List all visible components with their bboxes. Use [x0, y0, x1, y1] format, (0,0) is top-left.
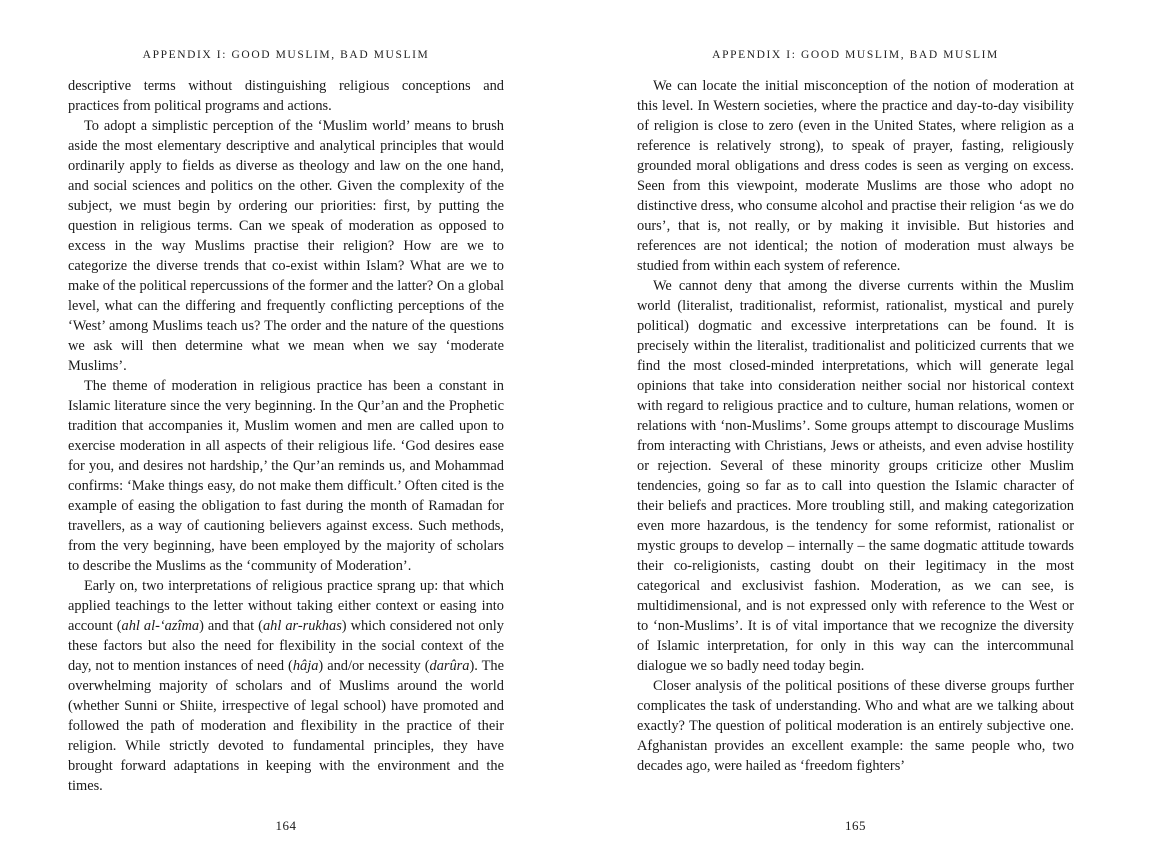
- text-run: ) and/or necessity (: [318, 658, 430, 674]
- text-run: ) and that (: [199, 618, 263, 634]
- arabic-term: hâja: [292, 658, 319, 674]
- body-text: [637, 76, 1074, 776]
- arabic-term: ahl ar-rukhas: [262, 618, 342, 634]
- text-run: Early on, two interpretations of religious practice sprang up: that which applied teachings to the letter without taking either context or easing into account (: [68, 578, 504, 634]
- left-page: [68, 0, 504, 851]
- right-page: [637, 0, 1074, 851]
- paragraph: Closer analysis of the political positions of these diverse groups further complicates the task of understanding. Who and what are we talking about exactly? The question of political moderation is an entirely subjective one. Afghanistan provides an excellent example: the same people who, two decades ago, were hailed as ‘freedom fighters’: [637, 678, 1074, 774]
- paragraph: We can locate the initial misconception of the notion of moderation at this level. In Western societies, where the practice and day-to-day visibility of religion is close to zero (even in the United States, where religion as a reference is relatively strong), to speak of prayer, fasting, religiously grounded moral obligations and dress codes is seen as verging on excess. Seen from this viewpoint, moderate Muslims are those who adopt no distinctive dress, who consume alcohol and practise their religion ‘as we do ours’, that is, not really, or by making it invisible. But histories and references are not identical; the notion of moderation must always be studied from within each system of reference.: [637, 78, 1074, 274]
- paragraph: descriptive terms without distinguishing religious conceptions and practices from political programs and actions.: [68, 78, 504, 114]
- text-run: ). The overwhelming majority of scholars and of Muslims around the world (whether Sunni or Shiite, irrespective of legal school) have promoted and followed the path of moderation and flexibility in the practice of their religion. While strictly devoted to fundamental principles, they have brought forward adaptations in keeping with the environment and the times.: [68, 658, 504, 794]
- body-text: [68, 76, 504, 796]
- paragraph: To adopt a simplistic perception of the ‘Muslim world’ means to brush aside the most elementary descriptive and analytical principles that would ordinarily apply to fields as diverse as theology and law on the one hand, and social sciences and politics on the other. Given the complexity of the subject, we must begin by ordering our priorities: first, by putting the question in religious terms. Can we speak of moderation as opposed to excess in the way Muslims practise their religion? How are we to categorize the diverse trends that co-exist within Islam? What are we to make of the political repercussions of the former and the latter? On a global level, what can the differing and frequently conflicting perceptions of the ‘West’ among Muslims teach us? The order and the nature of the questions we ask will then determine what we mean when we say ‘moderate Muslims’.: [68, 118, 504, 374]
- running-head: APPENDIX I: GOOD MUSLIM, BAD MUSLIM: [712, 49, 999, 61]
- paragraph: [68, 576, 504, 796]
- running-head: APPENDIX I: GOOD MUSLIM, BAD MUSLIM: [142, 49, 430, 61]
- arabic-term: ahl al-‘azîma: [121, 618, 200, 634]
- page-number: 165: [845, 818, 866, 833]
- paragraph: The theme of moderation in religious practice has been a constant in Islamic literature since the very beginning. In the Qur’an and the Prophetic tradition that accompanies it, Muslim women and men are called upon to exercise moderation in all aspects of their religious life. ‘God desires ease for you, and desires not hardship,’ the Qur’an reminds us, and Mohammad confirms: ‘Make things easy, do not make them difficult.’ Often cited is the example of easing the obligation to fast during the month of Ramadan for travellers, as a way of cautioning believers against excess. Such methods, from the very beginning, have been employed by the majority of scholars to describe the Muslims as the ‘community of Moderation’.: [68, 378, 504, 574]
- page-number: 164: [275, 818, 297, 833]
- arabic-term: darûra: [429, 658, 470, 674]
- text-run: ) which considered not only these factors but also the need for flexibility in the social context of the day, not to mention instances of need (: [68, 618, 504, 674]
- paragraph: We cannot deny that among the diverse currents within the Muslim world (literalist, traditionalist, reformist, rationalist, mystical and purely political) dogmatic and excessive interpretations can be found. It is precisely within the literalist, traditionalist and politicized currents that we find the most closed-minded interpretations, which will generate legal opinions that take into consideration neither social nor historical context with regard to religious practice and to culture, human relations, women or relations with ‘non-Muslims’. Some groups attempt to discourage Muslims from interacting with Christians, Jews or atheists, and even advise hostility or rejection. Several of these minority groups criticize other Muslim tendencies, going so far as to call into question the Islamic character of their beliefs and practices. More troubling still, and making categorization even more hazardous, is the tendency for some reformist, rationalist or mystic groups to develop – internally – the same dogmatic attitude towards their co-religionists, casting doubt on their legitimacy in the most categorical and exclusivist fashion. Moderation, as we can see, is multidimensional, and is not expressed only with reference to the West or to ‘non-Muslims’. It is of vital importance that we recognize the diversity of Islamic interpretation, for only in this way can the intercommunal dialogue we so badly need today begin.: [637, 278, 1074, 674]
